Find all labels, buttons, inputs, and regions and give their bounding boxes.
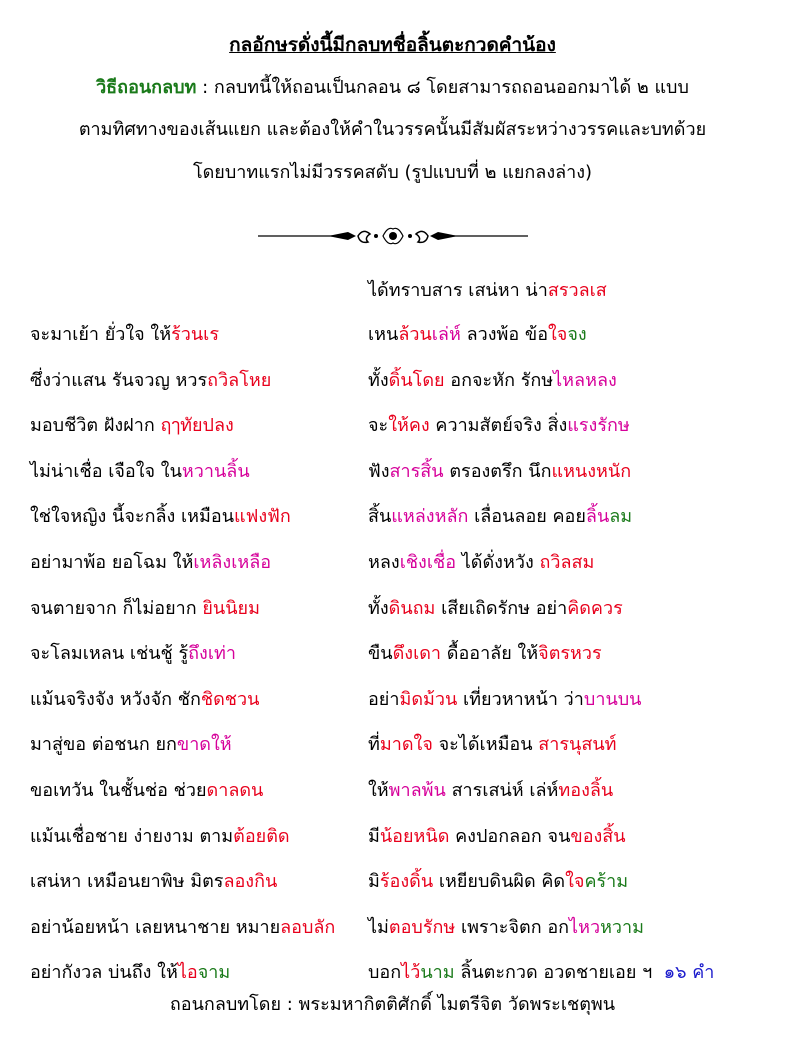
verse-line-left (30, 459, 250, 485)
verse-line-right-segment: ๑๖ คำ (663, 962, 715, 984)
ornamental-divider (258, 226, 528, 246)
verse-line-right-segment: ทั้ง (368, 369, 389, 391)
verse-line-right (368, 459, 631, 485)
verse-line-left-segment: ชิดชวน (200, 688, 260, 710)
verse-line-right-segment: สารนุสนท์ (538, 734, 617, 756)
verse-line-right-segment: ไหว (569, 916, 601, 938)
verse-line-right-segment: เหน (368, 324, 399, 345)
verse-line-left-segment: ไอ (177, 962, 198, 984)
verse-line-right-segment: สิ้น (368, 506, 392, 528)
verse-line-left-segment: ไม่น่าเชื่อ เจือใจ ใน (30, 460, 182, 482)
verse-line-left (30, 550, 271, 576)
verse-line-left (30, 413, 234, 439)
intro-line-1-text: : กลบทนี้ให้ถอนเป็นกลอน ๘ โดยสามารถถอนออกมาได้ ๒ แบบ (196, 77, 689, 98)
verse-line-right-segment: หลง (368, 552, 400, 573)
verse-line-right (368, 596, 623, 622)
verse-line-left-segment: เหลิงเหลือ (193, 552, 272, 573)
verse-line-right-segment: ดื้ออาลัย ให้ (441, 643, 539, 665)
verse-line-right-segment: สารสิ้น (389, 460, 444, 482)
verse-line-left (30, 641, 236, 667)
verse-line-right (368, 778, 613, 804)
verse-line-right-segment: ไว้ (401, 962, 421, 984)
verse-line-right-segment: ใจ (565, 871, 585, 893)
verse-line-right-segment: มิ (368, 871, 380, 893)
verse-line-right-segment: นาม (420, 962, 455, 984)
verse-line-left-segment: ฤๅทัยปลง (160, 415, 234, 437)
verse-line-right (368, 915, 644, 941)
verse-line-left-segment: หวานลิ้น (181, 460, 250, 482)
verse-right-opening-segment: สรวลเส (547, 280, 607, 301)
verse-line-left (30, 824, 290, 850)
verse-line-right (368, 641, 602, 667)
verse-line-left-segment: ซึ่งว่าแสน รันจวญ หวร (30, 369, 208, 391)
verse-right-opening (368, 278, 607, 304)
verse-line-right-segment: ตอบรักษ (388, 916, 456, 938)
verse-line-right-segment: ไม่ (368, 916, 389, 938)
verse-line-left-segment: แม้นจริงจัง หวังจัก ชัก (30, 688, 201, 710)
page-title: กลอักษรดั่งนี้มีกลบทชื่อลิ้นตะกวดคำน้อง (229, 34, 556, 56)
verse-line-right-segment: ให้คง (388, 415, 430, 437)
verse-line-left-segment: ถึงเท่า (188, 643, 236, 665)
verse-line-right-segment: แหล่งหลัก (391, 506, 469, 528)
verse-line-right-segment: ทั้ง (368, 597, 389, 619)
verse-line-right (368, 550, 594, 576)
verse-line-left (30, 596, 260, 622)
verse-line-right (368, 368, 617, 394)
verse-line-right-segment: ทองลิ้น (558, 780, 614, 801)
verse-line-right (368, 322, 587, 348)
verse-line-left (30, 504, 291, 530)
verse-line-left-segment: ใช่ใจหญิง นี้จะกลิ้ง เหมือน (30, 506, 235, 528)
verse-line-right-segment: หวาม (600, 916, 645, 938)
verse-line-right (368, 413, 630, 439)
verse-line-right-segment: บานบน (583, 688, 642, 710)
intro-line-3: โดยบาทแรกไม่มีวรรคสดับ (รูปแบบที่ ๒ แยกลงล่าง) (192, 162, 593, 183)
verse-line-right-segment: คร้าม (584, 871, 629, 893)
verse-line-left-segment: ยินนิยม (202, 597, 260, 619)
verse-line-right (368, 504, 632, 530)
verse-line-left-segment: ต้อยติด (233, 825, 290, 847)
verse-line-right-segment: ลิ้นตะกวด อวดชายเอย ฯ (454, 962, 664, 984)
verse-line-right-segment: จะได้เหมือน (432, 734, 539, 756)
verse-line-right (368, 960, 714, 986)
verse-right-opening-segment: ได้ทราบสาร เสน่หา น่า (368, 280, 548, 301)
verse-line-left-segment: อย่ากังวล บ่นถึง ให้ (30, 962, 178, 984)
verse-line-right-segment: อกจะหัก รักษ (444, 369, 554, 391)
verse-line-left-segment: ลอบลัก (280, 916, 336, 938)
verse-line-right (368, 824, 626, 850)
verse-line-left-segment: อย่ามาพ้อ ยอโฉม ให้ (30, 552, 194, 573)
verse-line-right-segment: มี (368, 825, 380, 847)
verse-line-right-segment: อย่า (368, 688, 400, 710)
verse-line-right-segment: ร้องดิ้น (379, 871, 434, 893)
verse-line-right-segment: ของสิ้น (570, 825, 626, 847)
verse-line-left (30, 687, 259, 713)
verse-line-right (368, 687, 641, 713)
verse-line-left (30, 322, 219, 348)
verse-line-right-segment: แหนงหนัก (551, 460, 632, 482)
verse-line-right-segment: เหยียบดินผิด คิด (433, 871, 566, 893)
verse-line-left (30, 732, 232, 758)
verse-line-right (368, 732, 617, 758)
verse-line-right-segment: จง (567, 324, 587, 345)
verse-line-right-segment: เชิงเชื่อ (399, 552, 457, 573)
verse-line-left-segment: อย่าน้อยหน้า เลยหนาชาย หมาย (30, 916, 281, 938)
verse-line-right-segment: ดินถม (388, 597, 436, 619)
verse-line-right-segment: ลิ้น (585, 506, 610, 528)
verse-line-right-segment: ได้ดั่งหวัง (456, 552, 540, 573)
verse-line-left-segment: จะโลมเหลน เช่นชู้ รู้ (30, 643, 189, 665)
verse-line-left-segment: เสน่หา เหมือนยาพิษ มิตร (30, 871, 224, 893)
verse-line-left (30, 368, 271, 394)
verse-line-right-segment: ใจ (548, 324, 568, 345)
verse-line-right-segment: พาลพ้น (388, 780, 446, 801)
verse-line-left (30, 778, 263, 804)
verse-line-right-segment: น้อยหนิด (379, 825, 450, 847)
verse-line-right-segment: เล่ห์ (431, 324, 461, 345)
verse-line-left-segment: ลองกิน (223, 871, 278, 893)
verse-line-left (30, 869, 277, 895)
verse-line-right-segment: ไหลหลง (553, 369, 617, 391)
verse-line-right-segment: คงปอกลอก จน (449, 825, 571, 847)
verse-line-left (30, 960, 230, 986)
footer-credit: ถอนกลบทโดย : พระมหากิตติศักดิ์ ไมตรีจิต วัดพระเชตุพน (169, 994, 616, 1015)
verse-line-right-segment: ตรองตรึก นึก (443, 460, 552, 482)
verse-line-right-segment: แรงรักษ (567, 415, 630, 437)
intro-line-2: ตามทิศทางของเส้นแยก และต้องให้คำในวรรคนั้นมีสัมผัสระหว่างวรรคและบทด้วย (78, 119, 707, 140)
verse-line-right-segment: สารเสน่ห์ เล่ห์ (445, 780, 559, 801)
verse-line-right-segment: ที่ (368, 734, 380, 756)
verse-line-right-segment: เลื่อนลอย คอย (468, 506, 586, 528)
verse-line-right-segment: ดิ้นโดย (388, 369, 445, 391)
verse-line-left-segment: ดาลดน (206, 780, 264, 801)
verse-line-left-segment: จาม (197, 962, 231, 984)
verse-line-right-segment: จิตรหวร (538, 643, 602, 665)
verse-line-right-segment: จะ (368, 415, 389, 437)
verse-line-right-segment: มาดใจ (379, 734, 433, 756)
verse-line-right-segment: ดึงเดา (392, 643, 442, 665)
verse-line-left-segment: แม้นเชื่อชาย ง่ายงาม ตาม (30, 825, 234, 847)
verse-line-right-segment: ถวิลสม (539, 552, 595, 573)
verse-line-right-segment: คิดควร (567, 597, 623, 619)
verse-line-right-segment: ฟัง (368, 460, 390, 482)
verse-line-right-segment: ให้ (368, 780, 389, 801)
verse-line-right-segment: มิดม้วน (399, 688, 458, 710)
verse-line-left-segment: ขอเทวัน ในชั้นช่อ ช่วย (30, 780, 207, 801)
verse-line-left-segment: จะมาเย้า ยั่วใจ ให้ (30, 324, 172, 345)
verse-line-left-segment: มาสู่ขอ ต่อชนก ยก (30, 734, 177, 756)
verse-line-right (368, 869, 628, 895)
intro-line-1 (30, 73, 755, 103)
verse-line-right-segment: เที่ยวหาหน้า ว่า (457, 688, 584, 710)
verse-line-left-segment: ร้วนเร (171, 324, 219, 345)
verse-line-left-segment: มอบชีวิต ฝังฝาก (30, 415, 161, 437)
method-label: วิธีถอนกลบท (96, 77, 197, 98)
verse-line-right-segment: เพราะจิตก อก (455, 916, 570, 938)
verse-line-right-segment: ขืน (368, 643, 393, 665)
verse-line-right-segment: ลวงพ้อ ข้อ (460, 324, 549, 345)
verse-line-left-segment: จนตายจาก ก็ไม่อยาก (30, 597, 203, 619)
verse-line-left (30, 915, 335, 941)
verse-line-left-segment: ขาดให้ (176, 734, 232, 756)
verse-line-right-segment: ความสัตย์จริง สิ่ง (429, 415, 568, 437)
verse-line-right-segment: ลม (609, 506, 633, 528)
verse-line-right-segment: เสียเถิดรักษ อย่า (435, 597, 568, 619)
verse-line-left-segment: แฟงฟัก (234, 506, 291, 528)
verse-line-right-segment: ล้วน (398, 324, 432, 345)
verse-line-left-segment: ถวิลโหย (207, 369, 272, 391)
verse-line-right-segment: บอก (368, 962, 402, 984)
